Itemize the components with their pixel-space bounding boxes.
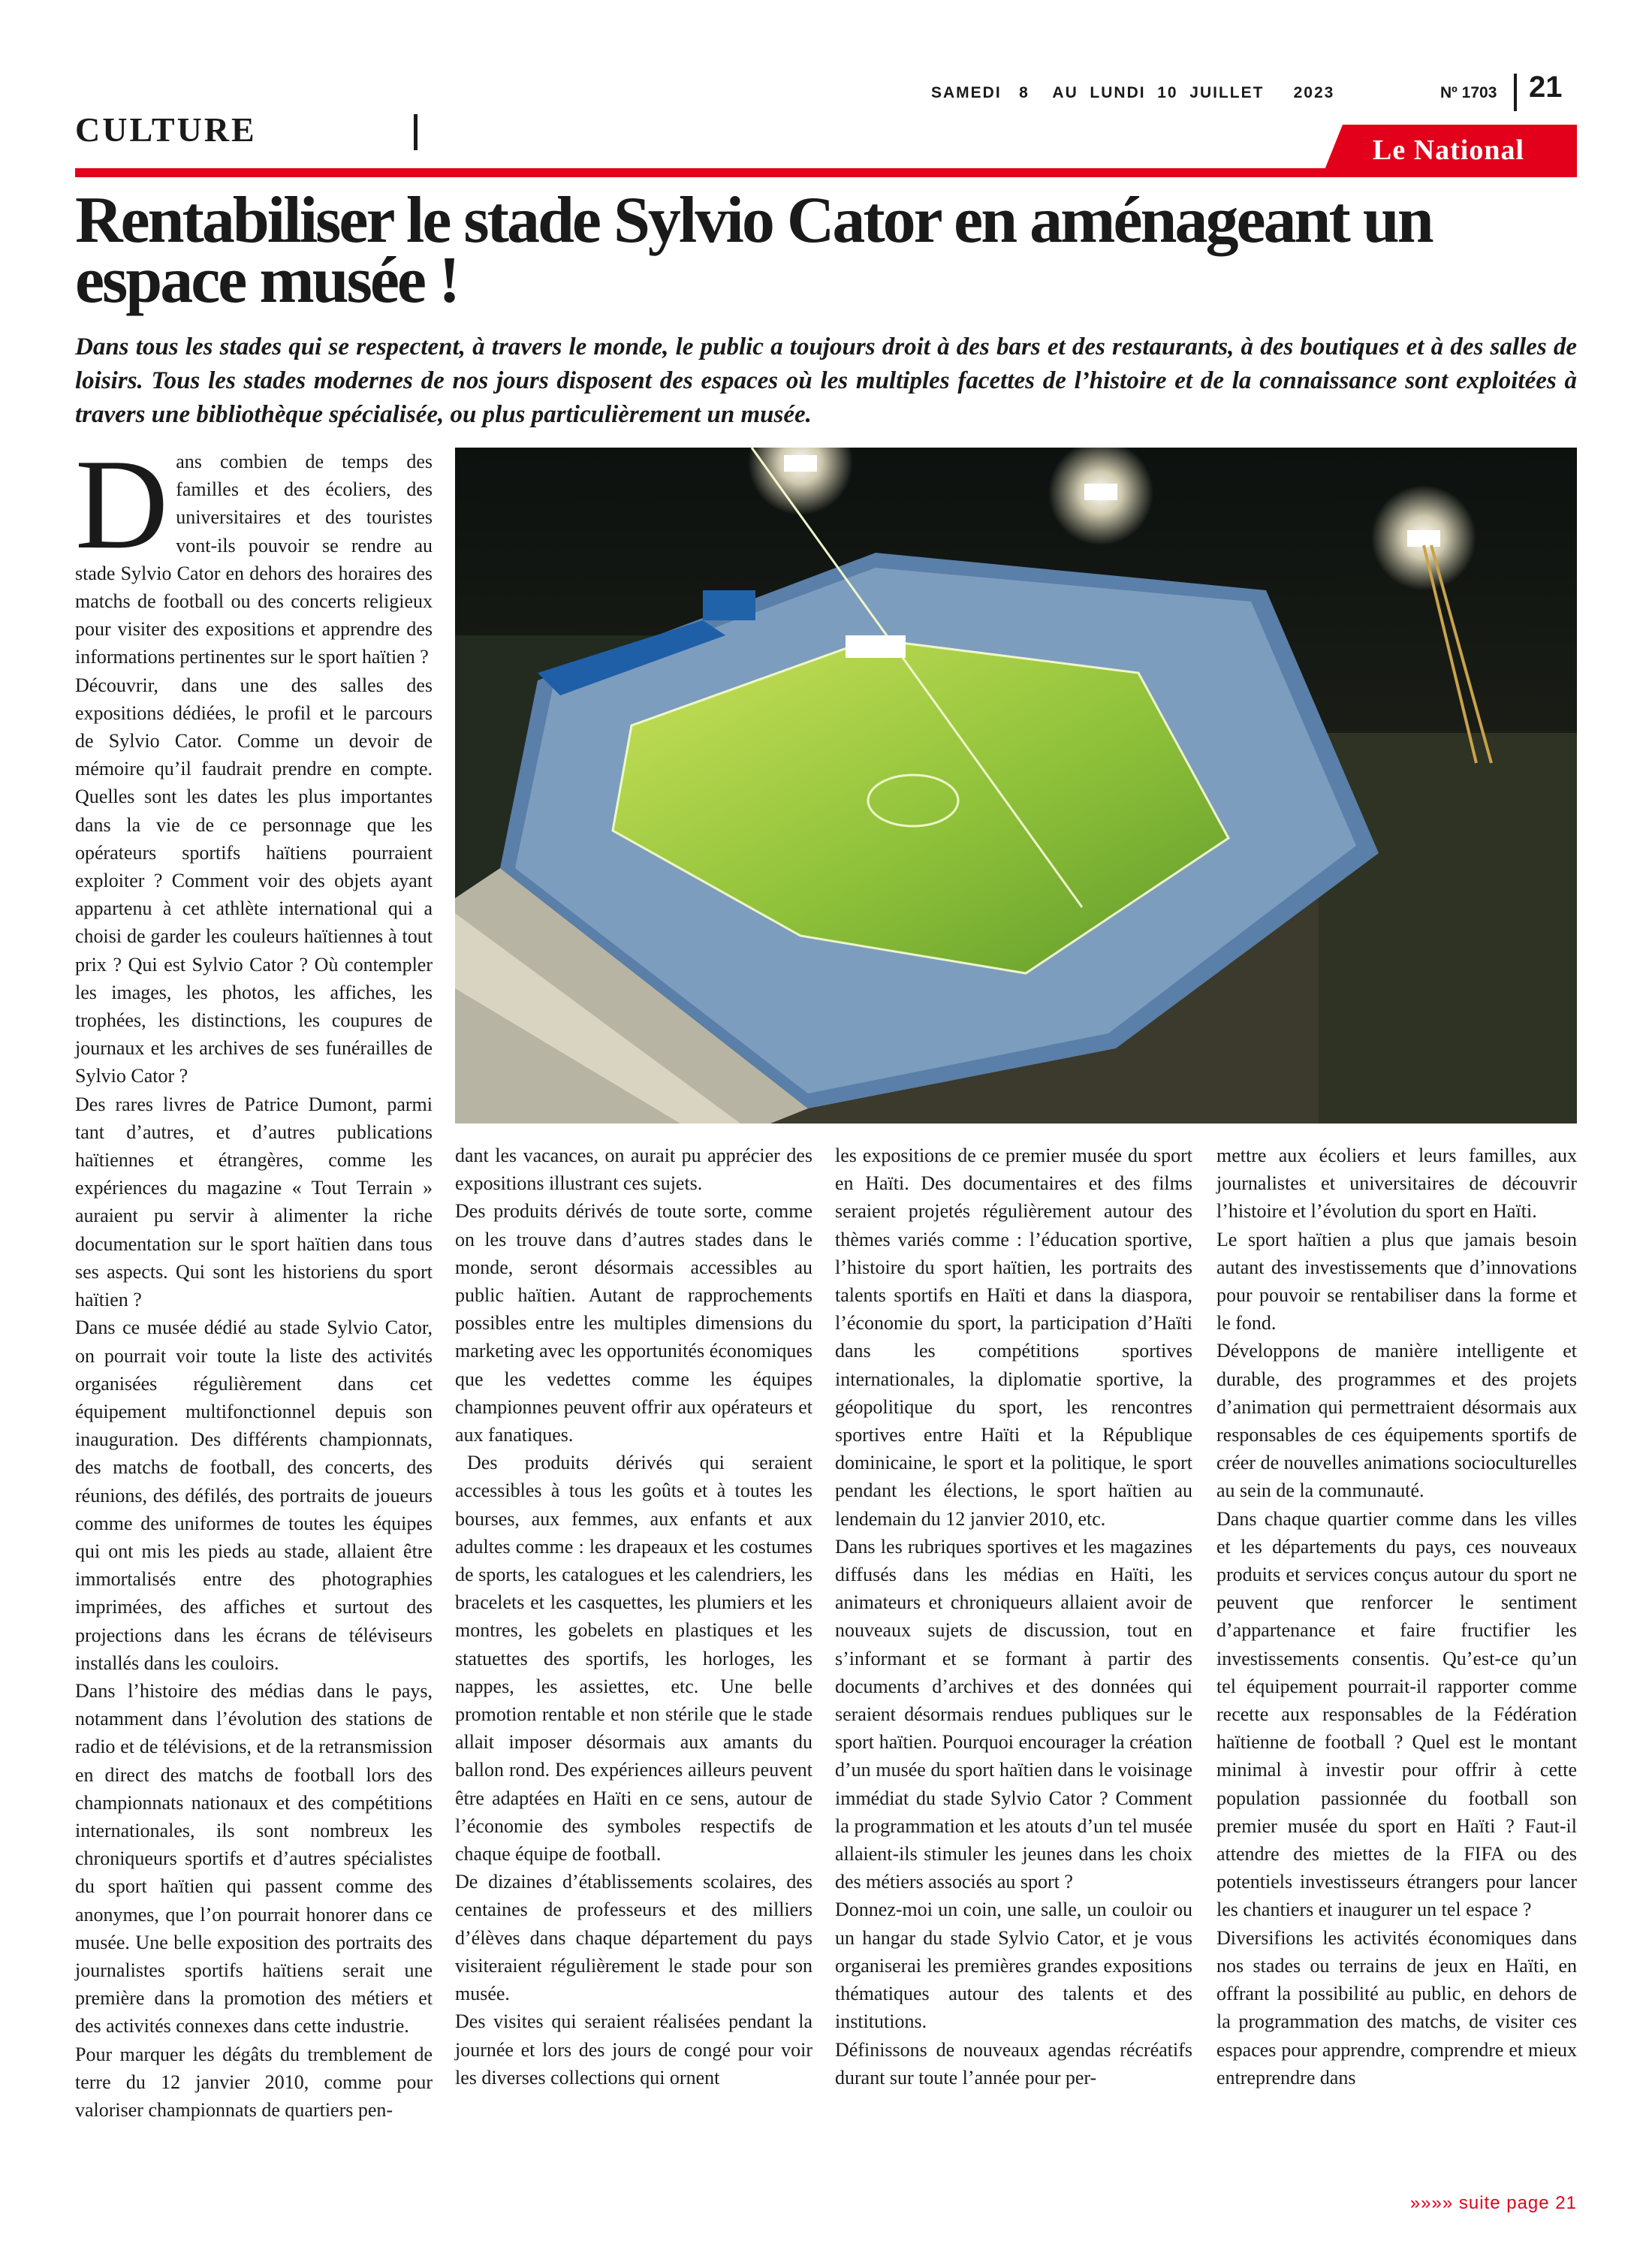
paragraph: Diversifions les activités économiques dans nos stades ou terrains de jeux en Haïti, en offrant la possibilité au public, en dehors de la programmation des matchs, de visiter ces espaces pour apprendre, comprendre et mieux entreprendre dans: [1216, 1926, 1577, 2089]
paragraph: dant les vacances, on aurait pu apprécier des expositions illustrant ces sujets.: [455, 1145, 812, 1195]
section-divider: [414, 114, 418, 150]
paragraph: Dans les rubriques sportives et les magazines diffusés dans les médias en Haïti, les animateurs et chroniqueurs allaient avoir de nouveaux sujets de discussion, tout en s’informant et se formant à partir des documents d’archives et des données qui seraient désormais rendues publiques sur le sport haïtien. Pourquoi encourager la création d’un musée du sport haïtien dans le voisinage immédiat du stade Sylvio Cator ? Comment la programmation et les atouts d’un tel musée allaient-ils stimuler les jeunes dans les choix des métiers associés au sport ?: [835, 1535, 1192, 1893]
paragraph: Des produits dérivés qui seraient accessibles à tous les goûts et à toutes les bourses, aux femmes, aux enfants et aux adultes comme : les drapeaux et les costumes de sports, les catalogues et les calendriers, les bracelets et les casquettes, les plumiers et les montres, les gobelets en plastiques et les statuettes des sportifs, les horloges, les nappes, les assiettes, etc. Une belle promotion rentable et non stérile que le stade allait imposer désormais aux amants du ballon rond. Des expériences ailleurs peuvent être adaptées en Haïti en ce sens, autour de l’économie des symboles respectifs de chaque équipe de football.: [455, 1452, 812, 1865]
paragraph: mettre aux écoliers et leurs familles, aux journalistes et universitaires de découvrir l’histoire et l’évolution du sport en Haïti.: [1216, 1145, 1577, 1223]
paragraph: Des produits dérivés de toute sorte, comme on les trouve dans d’autres stades dans le monde, seront désormais accessibles au public haïtien. Autant de rapprochements possibles entre les multiples dimensions du marketing avec les opportunités économiques que les vedettes comme les équipes championnes peuvent offrir aux opérateurs et aux fanatiques.: [455, 1200, 812, 1446]
article-column-2: [455, 1142, 812, 2092]
paragraph: Développons de manière intelligente et durable, des programmes et des projets d’animation qui permettraient désormais aux responsables de ces équipements sportifs de créer de nouvelles animations socioculturelles au sein de la communauté.: [1216, 1340, 1577, 1502]
issue-date: SAMEDI 8 AU LUNDI 10 JUILLET 2023: [931, 84, 1335, 101]
paragraph: Donnez-moi un coin, une salle, un couloir ou un hangar du stade Sylvio Cator, et je vous organiserai les premières grandes expositions thématiques autour des talents et des institutions.: [835, 1899, 1192, 2033]
article-column-4: [1216, 1142, 1577, 2092]
page-number: 21: [1529, 71, 1563, 104]
paragraph: Définissons de nouveaux agendas récréatifs durant sur toute l’année pour per-: [835, 2038, 1192, 2089]
article-column-1: [75, 433, 433, 2124]
section-label: CULTURE: [75, 110, 257, 149]
paragraph: Pour marquer les dégâts du tremblement de terre du 12 janvier 2010, comme pour valoriser championnats de quartiers pen-: [75, 2043, 433, 2121]
continuation-link[interactable]: »»»» suite page 21: [1409, 2193, 1577, 2213]
newspaper-name: Le National: [1373, 134, 1525, 166]
article-lede: Dans tous les stades qui se respectent, à travers le monde, le public a toujours droit à des bars et des restaurants, à des boutiques et à des salles de loisirs. Tous les stades modernes de nos jours disposent des espaces où les multiples facettes de l’histoire et de la connaissance sont exploitées à travers une bibliothèque spécialisée, ou plus particulièrement un musée.: [75, 333, 1577, 428]
header-divider: [1514, 74, 1517, 111]
paragraph: ans combien de temps des familles et des écoliers, des universitaires et des touristes vont-ils pouvoir se rendre au stade Sylvio Cator en dehors des horaires des matchs de football ou des concerts religieux pour visiter des expositions et apprendre des informations pertinentes sur le sport haïtien ?: [75, 451, 433, 668]
paragraph: Découvrir, dans une des salles des expositions dédiées, le profil et le parcours de Sylvio Cator. Comme un devoir de mémoire qu’il faudrait prendre en compte. Quelles sont les dates les plus importantes dans la vie de ce personnage que les opérateurs sportifs haïtiens pourraient exploiter ? Comment voir des objets ayant appartenu à cet athlète international qui a choisi de garder les couleurs haïtiennes à tout prix ? Qui est Sylvio Cator ? Où contempler les images, les photos, les affiches, les trophées, les distinctions, les coupures de journaux et les archives de ses funérailles de Sylvio Cator ?: [75, 674, 433, 1087]
article-headline: Rentabiliser le stade Sylvio Cator en aménageant un espace musée !: [75, 184, 1432, 317]
paragraph: Des visites qui seraient réalisées pendant la journée et lors des jours de congé pour voir les diverses collections qui ornent: [455, 2010, 812, 2089]
paragraph: les expositions de ce premier musée du sport en Haïti. Des documentaires et des films seraient projetés régulièrement autour des thèmes variés comme : l’éducation sportive, l’histoire du sport haïtien, les portraits des talents sportifs en Haïti et dans la diaspora, l’économie du sport, la participation d’Haïti dans les compétitions sportives internationales, la diplomatie sportive, la géopolitique du sport, les rencontres sportives entre Haïti et la République dominicaine, le sport et la politique, le sport pendant les élections, le sport haïtien au lendemain du 12 janvier 2010, etc.: [835, 1145, 1192, 1530]
paragraph: Des rares livres de Patrice Dumont, parmi tant d’autres, et d’autres publications haïtiennes et étrangères, comme les expériences du magazine « Tout Terrain » auraient pu servir à alimenter la riche documentation sur le sport haïtien dans tous ses aspects. Qui sont les historiens du sport haïtien ?: [75, 1093, 433, 1311]
paragraph: Dans l’histoire des médias dans le pays, notamment dans l’évolution des stations de radio et de télévisions, et de la retransmission en direct des matchs de football lors des championnats nationaux et des compétitions internationales, ils sont nombreux les chroniqueurs sportifs et d’autres spécialistes du sport haïtien qui passent comme des anonymes, que l’on pourrait honorer dans ce musée. Une belle exposition des portraits des journalistes sportifs haïtiens serait une première dans la promotion des métiers et des activités connexes dans cette industrie.: [75, 1679, 433, 2037]
paragraph: Dans ce musée dédié au stade Sylvio Cator, on pourrait voir toute la liste des activités organisées régulièrement dans cet équipement multifonctionnel depuis son inauguration. Des différents championnats, des matchs de football, des concerts, des réunions, des défilés, des portraits de joueurs comme des uniformes de toutes les équipes qui ont mis les pieds au stade, allaient être immortalisés entre des photographies imprimées, des affiches et surtout des projections dans les écrans de téléviseurs installés dans les couloirs.: [75, 1317, 433, 1674]
paragraph: Le sport haïtien a plus que jamais besoin autant des investissements que d’innovations pour pouvoir se rentabiliser dans la forme et le fond.: [1216, 1228, 1577, 1335]
issue-number: Nº 1703: [1440, 84, 1497, 101]
paragraph: De dizaines d’établissements scolaires, des centaines de professeurs et des milliers d’élèves dans chaque département du pays visiteraient régulièrement le stade pour son musée.: [455, 1871, 812, 2005]
stadium-aerial-night-photo: [455, 448, 1577, 1123]
article-column-3: [835, 1142, 1192, 2092]
drop-cap: D: [75, 433, 169, 576]
paragraph: Dans chaque quartier comme dans les villes et les départements du pays, ces nouveaux produits et services conçus autour du sport ne peuvent que renforcer le sentiment d’appartenance et faire fructifier les investissements consentis. Qu’est-ce qu’un tel équipement pourrait-il rapporter comme recette aux responsables de la Fédération haïtienne de football ? Quel est le montant minimal à investir pour offrir à cette population passionnée du football son premier musée du sport en Haïti ? Faut-il attendre des miettes de la FIFA ou des potentiels investisseurs étrangers pour lancer les chantiers et inaugurer un tel espace ?: [1216, 1507, 1577, 1921]
